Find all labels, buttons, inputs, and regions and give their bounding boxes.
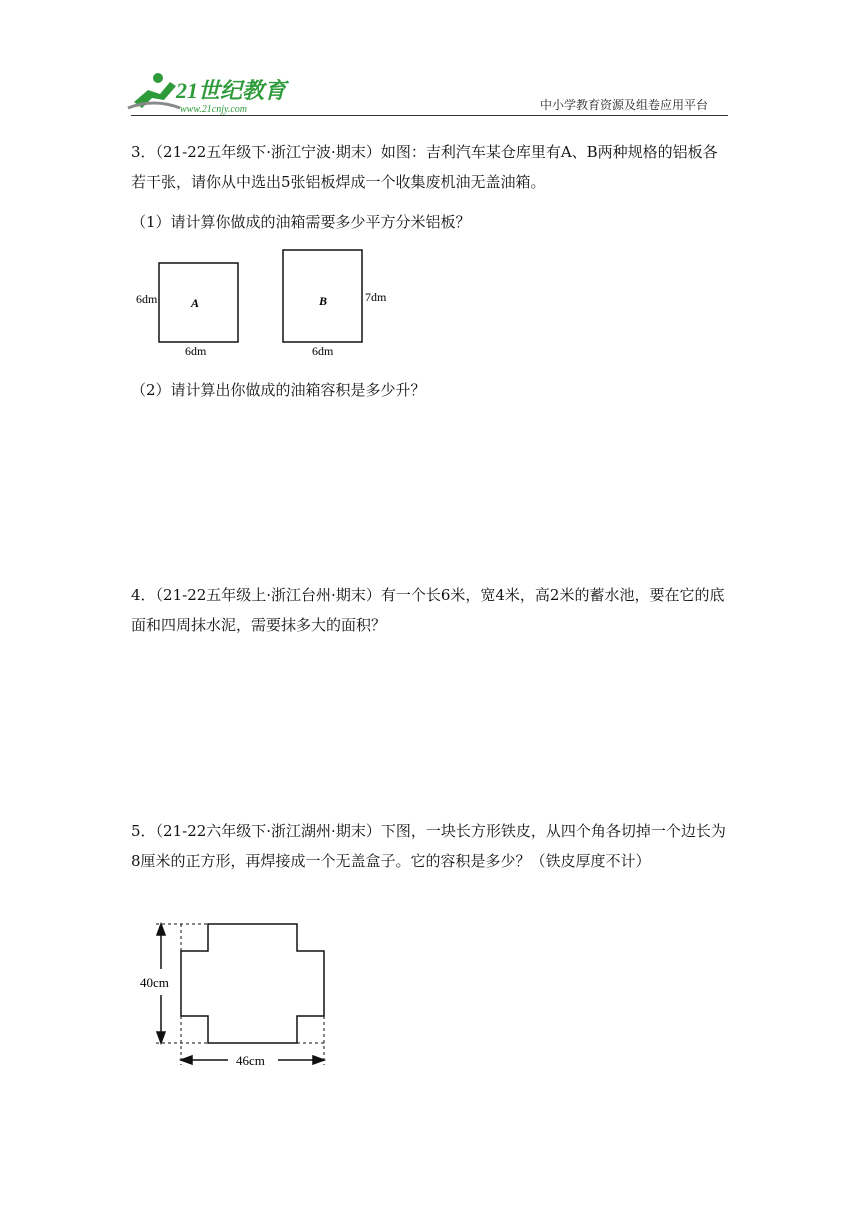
header-divider: [131, 115, 728, 116]
width-label: 46cm: [236, 1053, 265, 1068]
plate-a-side-label: 6dm: [136, 292, 158, 306]
question-3-part-1: （1）请计算你做成的油箱需要多少平方分米铝板？: [131, 213, 471, 231]
platform-label: 中小学教育资源及组卷应用平台: [540, 98, 709, 112]
plate-a-label: A: [191, 296, 200, 310]
figure-iron-sheet: [130, 915, 340, 1075]
logo-text: 21世纪教育: [176, 78, 287, 103]
plate-a-bottom-label: 6dm: [185, 344, 207, 358]
question-3-part-2: （2）请计算出你做成的油箱容积是多少升？: [131, 381, 426, 399]
question-5-text: 5．（21-22六年级下·浙江湖州·期末）下图，一块长方形铁皮，从四个角各切掉一个边长为8厘米的正方形，再焊接成一个无盖盒子。它的容积是多少？（铁皮厚度不计）: [131, 822, 726, 870]
question-4-text: 4．（21-22五年级上·浙江台州·期末）有一个长6米，宽4米，高2米的蓄水池，要在它的底面和四周抹水泥，需要抹多大的面积？: [131, 586, 725, 634]
height-label: 40cm: [140, 975, 169, 990]
plate-b-label: B: [319, 294, 328, 308]
runner-icon: [128, 73, 180, 108]
cut-sheet-outline: [181, 924, 324, 1043]
figure-aluminum-plates: [130, 245, 400, 365]
question-3-text: 3．（21-22五年级下·浙江宁波·期末）如图：吉利汽车某仓库里有A、B两种规格的铝板各若干张，请你从中选出5张铝板焊成一个收集废机油无盖油箱。: [131, 143, 718, 191]
plate-b-side-label: 7dm: [365, 290, 387, 304]
plate-b-bottom-label: 6dm: [312, 344, 334, 358]
logo-url: www.21cnjy.com: [180, 104, 248, 115]
site-logo: [124, 68, 294, 118]
